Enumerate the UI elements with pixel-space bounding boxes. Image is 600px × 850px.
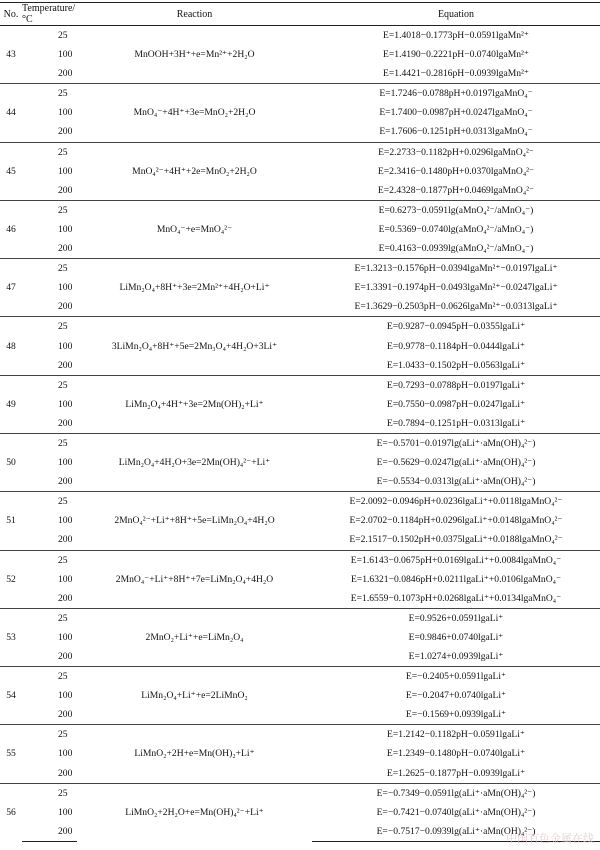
reaction-cell: LiMnO₂+2H+e=Mn(OH)₂+Li⁺ [77,725,312,783]
equation-cell: E=0.7293−0.0788pH−0.0197lgaLi⁺ [312,375,600,395]
temperature-cell: 100 [58,282,73,294]
temperature-cell: 100 [58,690,73,702]
equation-cell: E=1.7606−0.1251pH+0.0313lgaMnO₄⁻ [379,126,533,138]
equation-cell: E=1.4018−0.1773pH−0.0591lgaMn²⁺ [312,26,600,46]
equation-cell: E=1.3629−0.2503pH−0.0626lgaMn²⁺−0.0313lgaLi⁺ [354,301,558,313]
temperature-cell: 200 [58,126,73,138]
temperature-cell: 200 [58,243,73,255]
temperature-cell: 200 [58,767,73,779]
table-row [0,26,600,46]
table-row [0,375,600,395]
equation-cell: E=1.4190−0.2221pH−0.0740lgaMn²⁺ [383,49,529,61]
temperature-cell: 100 [58,457,73,469]
reaction-cell: 2MnO₄²⁻+Li⁺+8H⁺+5e=LiMn₂O₄+4H₂O [77,492,312,550]
equation-cell: E=−0.5701−0.0197lg(aLi⁺·aMn(OH)₄²⁻) [312,433,600,453]
equation-cell: E=−0.2405+0.0591lgaLi⁺ [312,667,600,687]
watermark: 中国有色金属在线 [506,832,594,845]
header-temperature: Temperature/°C [22,3,76,25]
equation-cell: E=0.9778−0.1184pH−0.0444lgaLi⁺ [387,340,525,352]
equation-cell: E=1.3213−0.1576pH−0.0394lgaMn²⁺−0.0197lgaLi⁺ [312,259,600,279]
temperature-cell: 25 [22,317,77,337]
temperature-cell: 25 [22,725,77,745]
table-row [0,259,600,279]
temperature-cell: 25 [22,375,77,395]
equation-cell: E=2.4328−0.1877pH+0.0469lgaMnO₄²⁻ [377,184,535,196]
equation-cell: E=1.2349−0.1480pH−0.0740lgaLi⁺ [386,748,526,760]
equation-cell: E=1.0433−0.1502pH−0.0563lgaLi⁺ [386,359,526,371]
reaction-number: 50 [0,433,22,491]
equation-cell: E=2.2733−0.1182pH+0.0296lgaMnO₄²⁻ [312,142,600,162]
reaction-number: 55 [0,725,22,783]
reaction-number: 45 [0,142,22,200]
reaction-cell: MnOOH+3H⁺+e=Mn²⁺+2H₂O [77,26,312,84]
thermodynamic-equations-table [0,2,600,842]
temperature-cell: 200 [58,592,73,604]
reaction-number: 54 [0,667,22,725]
temperature-cell: 100 [58,107,73,119]
header-no: No. [0,3,22,26]
temperature-cell: 200 [58,417,73,429]
temperature-cell: 200 [58,476,73,488]
temperature-cell: 100 [58,49,73,61]
temperature-cell: 100 [58,223,73,235]
reaction-number: 43 [0,26,22,84]
reaction-cell: LiMn₂O₄+8H⁺+3e=2Mn²⁺+4H₂O+Li⁺ [77,259,312,317]
table-row [0,84,600,104]
table-row [0,725,600,745]
temperature-cell: 200 [58,709,73,721]
equation-cell: E=2.3416−0.1480pH+0.0370lgaMnO₄²⁻ [377,165,535,177]
table-row [0,433,600,453]
reaction-number: 56 [0,783,22,841]
temperature-cell: 100 [58,165,73,177]
temperature-cell: 25 [22,142,77,162]
equation-cell: E=1.7400−0.0987pH+0.0247lgaMnO₄⁻ [379,107,533,119]
reaction-cell: 3LiMn₂O₄+8H⁺+5e=2Mn₃O₄+4H₂O+3Li⁺ [77,317,312,375]
equation-cell: E=0.9526+0.0591lgaLi⁺ [312,608,600,628]
table-row [0,200,600,220]
temperature-cell: 200 [22,822,77,842]
equation-cell: E=1.2142−0.1182pH−0.0591lgaLi⁺ [312,725,600,745]
equation-cell: E=2.0702−0.1184pH+0.0296lgaLi⁺+0.0148lgaMnO₄²⁻ [349,515,563,527]
temperature-cell: 25 [22,26,77,46]
temperature-cell: 25 [22,667,77,687]
equation-cell: E=0.7894−0.1251pH−0.0313lgaLi⁺ [386,417,526,429]
temperature-cell: 25 [22,550,77,570]
equation-cell: E=−0.7349−0.0591lg(aLi⁺·aMn(OH)₄²⁻) [312,783,600,803]
temperature-cell: 100 [58,806,73,818]
table-row [0,667,600,687]
equation-cell: E=1.4421−0.2816pH−0.0939lgaMn²⁺ [383,68,529,80]
reaction-number: 48 [0,317,22,375]
equation-cell: E=−0.5534−0.0313lg(aLi⁺·aMn(OH)₄²⁻) [376,476,536,488]
equation-cell: E=−0.7517−0.0939lg(aLi⁺·aMn(OH)₄²⁻) [312,822,600,842]
temperature-cell: 25 [22,259,77,279]
equation-cell: E=1.6559−0.1073pH+0.0268lgaLi⁺+0.0134lgaMnO₄⁻ [350,592,562,604]
reaction-cell: MnO₄⁻+4H⁺+3e=MnO₂+2H₂O [77,84,312,142]
equation-cell: E=1.2625−0.1877pH−0.0939lgaLi⁺ [386,767,526,779]
reaction-cell: 2MnO₄⁻+Li⁺+8H⁺+7e=LiMn₂O₄+4H₂O [77,550,312,608]
table-row [0,317,600,337]
equation-cell: E=0.4163−0.0939lg(aMnO₄²⁻/aMnO₄⁻) [378,243,534,255]
equation-cell: E=0.9846+0.0740lgaLi⁺ [408,631,504,643]
temperature-cell: 200 [58,301,73,313]
reaction-number: 47 [0,259,22,317]
temperature-cell: 200 [58,184,73,196]
table-header-row [0,3,600,26]
equation-cell: E=0.6273−0.0591lg(aMnO₄²⁻/aMnO₄⁻) [312,200,600,220]
temperature-cell: 100 [58,748,73,760]
equation-cell: E=1.0274+0.0939lgaLi⁺ [408,651,504,662]
equation-cell: E=−0.1569+0.0939lgaLi⁺ [405,709,507,721]
temperature-cell: 200 [58,68,73,80]
temperature-cell: 25 [22,433,77,453]
reaction-number: 49 [0,375,22,433]
reaction-cell: LiMn₂O₄+Li⁺+e=2LiMnO₂ [77,667,312,725]
reaction-number: 46 [0,200,22,258]
temperature-cell: 25 [22,84,77,104]
table-row [0,550,600,570]
equation-cell: E=−0.2047+0.0740lgaLi⁺ [405,690,507,702]
reaction-cell: LiMn₂O₄+4H⁺+3e=2Mn(OH)₂+Li⁺ [77,375,312,433]
reaction-cell: MnO₄⁻+e=MnO₄²⁻ [77,200,312,258]
table-row [0,608,600,628]
temperature-cell: 100 [58,398,73,410]
equation-cell: E=2.0092−0.0946pH+0.0236lgaLi⁺+0.0118lgaMnO₄²⁻ [312,492,600,512]
temperature-cell: 100 [58,573,73,585]
reaction-cell: LiMnO₂+2H₂O+e=Mn(OH)₄²⁻+Li⁺ [77,783,312,841]
header-reaction: Reaction [77,3,312,26]
temperature-cell: 100 [58,515,73,527]
table-row [0,492,600,512]
temperature-cell: 200 [58,359,73,371]
temperature-cell: 200 [58,651,73,662]
equation-cell: E=1.3391−0.1974pH−0.0493lgaMn²⁺−0.0247lgaLi⁺ [354,282,558,294]
reaction-cell: MnO₄²⁻+4H⁺+2e=MnO₂+2H₂O [77,142,312,200]
header-equation: Equation [312,3,600,26]
temperature-cell: 100 [58,631,73,643]
reaction-number: 53 [0,608,22,666]
reaction-number: 44 [0,84,22,142]
equation-cell: E=1.7246−0.0788pH+0.0197lgaMnO₄⁻ [312,84,600,104]
reaction-cell: LiMn₂O₄+4H₂O+3e=2Mn(OH)₄²⁻+Li⁺ [77,433,312,491]
temperature-cell: 25 [22,200,77,220]
reaction-cell: 2MnO₂+Li⁺+e=LiMn₂O₄ [77,608,312,666]
reaction-number: 51 [0,492,22,550]
temperature-cell: 100 [58,340,73,352]
table-row [0,142,600,162]
equation-cell: E=0.5369−0.0740lg(aMnO₄²⁻/aMnO₄⁻) [378,223,534,235]
temperature-cell: 25 [22,492,77,512]
equation-cell: E=1.6321−0.0846pH+0.0211lgaLi⁺+0.0106lgaMnO₄⁻ [350,573,562,585]
equation-cell: E=0.9287−0.0945pH−0.0355lgaLi⁺ [312,317,600,337]
table-body [0,26,600,842]
temperature-cell: 25 [22,783,77,803]
temperature-cell: 25 [22,608,77,628]
reaction-number: 52 [0,550,22,608]
table-row [0,783,600,803]
temperature-cell: 200 [58,534,73,546]
equation-cell: E=2.1517−0.1502pH+0.0375lgaLi⁺+0.0188lgaMnO₄²⁻ [349,534,563,546]
equation-cell: E=−0.5629−0.0247lg(aLi⁺·aMn(OH)₄²⁻) [376,457,536,469]
equation-cell: E=1.6143−0.0675pH+0.0169lgaLi⁺+0.0084lgaMnO₄⁻ [312,550,600,570]
equation-cell: E=0.7550−0.0987pH−0.0247lgaLi⁺ [386,398,526,410]
equation-cell: E=−0.7421−0.0740lg(aLi⁺·aMn(OH)₄²⁻) [376,806,536,818]
